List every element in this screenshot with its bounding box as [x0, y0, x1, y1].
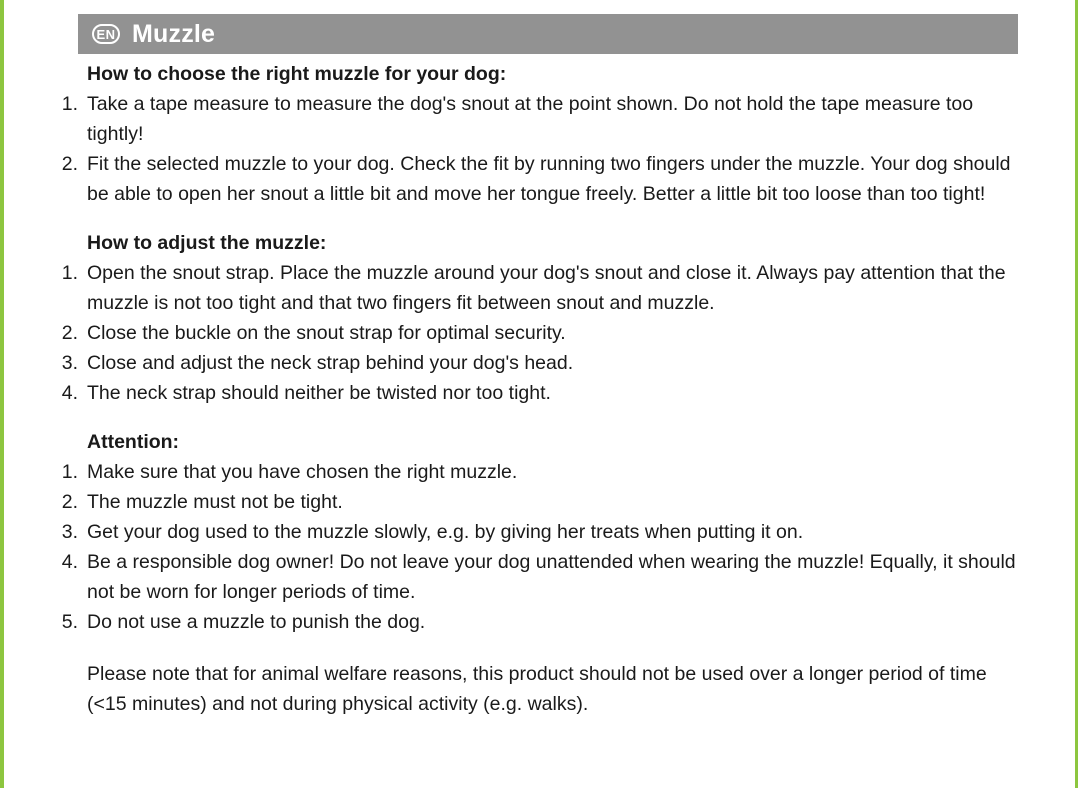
steps-list [48, 258, 1028, 408]
list-item-text: Close the buckle on the snout strap for optimal security. [87, 322, 566, 344]
list-item [48, 378, 1028, 408]
list-item [48, 457, 1028, 487]
list-item-text: The muzzle must not be tight. [87, 491, 343, 513]
list-item [48, 149, 1028, 209]
list-item [48, 607, 1028, 637]
list-item-number: 1. [61, 93, 78, 115]
list-item [48, 258, 1028, 318]
section-attention [48, 428, 1028, 637]
list-item-number: 2. [61, 153, 78, 175]
list-item-text: The neck strap should neither be twisted nor too tight. [87, 382, 551, 404]
page-title: Muzzle [132, 19, 216, 48]
section-choose-muzzle [48, 60, 1028, 209]
steps-list [48, 457, 1028, 637]
list-item-text: Fit the selected muzzle to your dog. Check the fit by running two fingers under the muzzle. Your dog should be able to open her snout a little bit and move her tongue freely. Better a little bit too loose than too tight! [87, 153, 1011, 205]
list-item-text: Open the snout strap. Place the muzzle around your dog's snout and close it. Always pay attention that the muzzle is not too tight and that two fingers fit between snout and muzzle. [87, 262, 1006, 314]
list-item [48, 348, 1028, 378]
list-item-number: 1. [61, 262, 78, 284]
list-item-number: 1. [61, 461, 78, 483]
list-item-number: 4. [61, 551, 78, 573]
section-header-bar [78, 14, 1018, 54]
list-item-text: Do not use a muzzle to punish the dog. [87, 611, 426, 633]
list-item-number: 4. [61, 382, 78, 404]
list-item-number: 2. [61, 322, 78, 344]
list-item [48, 89, 1028, 149]
list-item [48, 517, 1028, 547]
list-item [48, 487, 1028, 517]
list-item-text: Get your dog used to the muzzle slowly, e.g. by giving her treats when putting it on. [87, 521, 804, 543]
list-item [48, 547, 1028, 607]
steps-list [48, 89, 1028, 209]
section-heading: How to choose the right muzzle for your dog: [87, 63, 507, 85]
list-item-number: 3. [61, 352, 78, 374]
list-item [48, 318, 1028, 348]
list-item-number: 5. [61, 611, 78, 633]
section-heading: Attention: [87, 431, 180, 453]
welfare-note: Please note that for animal welfare reasons, this product should not be used over a longer period of time (<15 minutes) and not during physical activity (e.g. walks). [87, 663, 987, 715]
list-item-text: Make sure that you have chosen the right muzzle. [87, 461, 518, 483]
language-badge: EN [92, 24, 120, 44]
list-item-text: Take a tape measure to measure the dog's snout at the point shown. Do not hold the tape measure too tightly! [87, 93, 974, 145]
page-edge-accent-left [0, 0, 4, 788]
list-item-number: 3. [61, 521, 78, 543]
section-heading: How to adjust the muzzle: [87, 232, 327, 254]
section-adjust-muzzle [48, 229, 1028, 408]
instructions-content [48, 60, 1028, 719]
list-item-number: 2. [61, 491, 78, 513]
list-item-text: Close and adjust the neck strap behind your dog's head. [87, 352, 574, 374]
list-item-text: Be a responsible dog owner! Do not leave your dog unattended when wearing the muzzle! Equally, it should not be worn for longer periods of time. [87, 551, 1016, 603]
